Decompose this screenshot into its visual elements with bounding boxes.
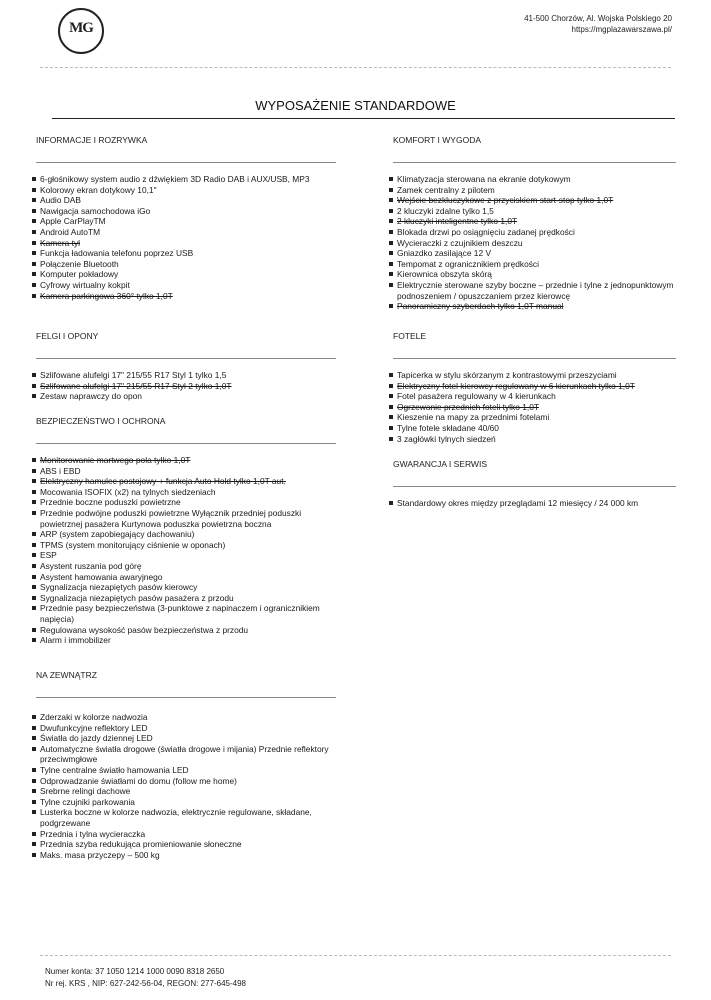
list-item-text: Cyfrowy wirtualny kokpit — [40, 279, 130, 290]
list-item — [32, 508, 330, 529]
list-item — [32, 269, 332, 280]
bank-account: Numer konta: 37 1050 1214 1000 0090 8318 2650 — [45, 967, 225, 976]
list-item-text: 6-głośnikowy system audio z dźwiękiem 3D Radio DAB i AUX/USB, MP3 — [40, 174, 310, 184]
list-safety — [32, 455, 330, 646]
section-divider — [393, 486, 676, 487]
list-item — [389, 391, 674, 402]
list-item-text: Kamera tył — [40, 237, 81, 248]
list-item — [32, 561, 330, 572]
list-item-text: 3 zagłówki tylnych siedzeń — [397, 433, 496, 444]
list-item — [389, 227, 674, 238]
list-item — [32, 280, 332, 291]
list-item-text: Ogrzewanie przednich foteli tylko 1,0T — [397, 401, 539, 412]
list-seats — [389, 370, 674, 444]
list-item — [32, 391, 332, 402]
list-item — [389, 269, 674, 280]
list-comfort — [389, 174, 674, 312]
logo-text: MG — [69, 20, 93, 36]
list-item-text: Przednie podwójne poduszki powietrzne Wyłącznik przedniej poduszki powietrznej pasażera Kurtynowa poduszka powietrzna boczna — [40, 507, 302, 529]
list-item-text: Elektrycznie sterowane szyby boczne – przednie i tylne z jednopunktowym podnoszeniem / opuszczaniem przez kierowcę — [397, 279, 674, 301]
header-divider — [40, 67, 671, 68]
list-item — [389, 370, 674, 381]
section-heading-seats: FOTELE — [393, 331, 427, 341]
list-item — [389, 216, 674, 227]
list-item — [32, 797, 332, 808]
list-item-text: Tempomat z ogranicznikiem prędkości — [397, 258, 539, 269]
section-heading-wheels: FELGI I OPONY — [36, 331, 99, 341]
list-item-text: Apple CarPlayTM — [40, 216, 106, 227]
list-item-text: Klimatyzacja sterowana na ekranie dotykowym — [397, 174, 571, 184]
list-item-text: Kieszenie na mapy za przednimi fotelami — [397, 412, 550, 423]
title-underline — [52, 118, 675, 119]
list-item — [32, 259, 332, 270]
list-item-text: Asystent hamowania awaryjnego — [40, 571, 163, 582]
list-item — [389, 238, 674, 249]
list-item — [32, 227, 332, 238]
list-item — [32, 487, 330, 498]
section-heading-comfort: KOMFORT I WYGODA — [393, 135, 481, 145]
list-item-text: Nawigacja samochodowa iGo — [40, 205, 151, 216]
list-item — [389, 195, 674, 206]
list-item-text: Połączenie Bluetooth — [40, 258, 119, 269]
list-item — [389, 301, 674, 312]
section-heading-exterior: NA ZEWNĄTRZ — [36, 670, 97, 680]
list-item — [389, 174, 674, 185]
list-item — [32, 206, 332, 217]
list-item-text: Regulowana wysokość pasów bezpieczeństwa z przodu — [40, 624, 249, 635]
list-item-text: Przednie boczne poduszki powietrzne — [40, 497, 181, 508]
list-item — [32, 540, 330, 551]
list-item — [32, 765, 332, 776]
list-item-text: Dwufunkcyjne reflektory LED — [40, 722, 148, 733]
list-item — [389, 381, 674, 392]
list-item-text: Blokada drzwi po osiągnięciu zadanej prędkości — [397, 226, 575, 237]
list-wheels — [32, 370, 332, 402]
list-item-text: Kolorowy ekran dotykowy 10,1" — [40, 184, 157, 195]
list-item — [32, 829, 332, 840]
list-item — [389, 280, 674, 301]
list-item — [32, 185, 332, 196]
list-item-text: Lusterka boczne w kolorze nadwozia, elektrycznie regulowane, składane, podgrzewane — [40, 807, 312, 828]
list-item-text: Tylne fotele składane 40/60 — [397, 422, 499, 433]
list-item — [32, 455, 330, 466]
section-divider — [36, 443, 336, 444]
list-item — [32, 625, 330, 636]
list-item-text: Funkcja ładowania telefonu poprzez USB — [40, 248, 194, 259]
list-item-text: Zderzaki w kolorze nadwozia — [40, 712, 148, 722]
list-item-text: Przednie pasy bezpieczeństwa (3-punktowe z napinaczem i ogranicznikiem napięcia) — [40, 603, 320, 624]
list-item-text: Światła do jazdy dziennej LED — [40, 733, 153, 744]
list-item-text: Kierownica obszyta skórą — [397, 269, 492, 280]
list-item — [32, 776, 332, 787]
list-item — [32, 238, 332, 249]
list-item-text: Maks. masa przyczepy – 500 kg — [40, 849, 160, 860]
footer — [45, 966, 246, 990]
list-item — [32, 572, 330, 583]
list-item-text: Panoramiczny szyberdach tylko 1,0T manual — [397, 301, 564, 312]
footer-divider — [40, 955, 671, 956]
list-item — [32, 476, 330, 487]
list-item-text: Gniazdko zasilające 12 V — [397, 248, 492, 259]
list-item-text: Zamek centralny z pilotem — [397, 184, 495, 195]
section-heading-warranty: GWARANCJA I SERWIS — [393, 459, 487, 469]
list-item-text: Srebrne relingi dachowe — [40, 786, 131, 797]
list-exterior — [32, 712, 332, 860]
list-item — [32, 786, 332, 797]
list-item — [32, 466, 330, 477]
list-item-text: ESP — [40, 550, 57, 561]
list-item — [389, 402, 674, 413]
list-item-text: TPMS (system monitorujący ciśnienie w oponach) — [40, 539, 226, 550]
list-item — [32, 850, 332, 861]
list-item-text: Elektryczny hamulec postojowy + funkcja Auto Hold tylko 1,0T aut. — [40, 476, 286, 487]
page-title: WYPOSAŻENIE STANDARDOWE — [255, 98, 456, 113]
list-item — [32, 529, 330, 540]
list-item — [32, 744, 332, 765]
list-item-text: Alarm i immobilizer — [40, 635, 111, 646]
list-item-text: Elektryczny fotel kierowcy regulowany w 6 kierunkach tylko 1,0T — [397, 380, 635, 391]
list-item-text: Zestaw naprawczy do opon — [40, 391, 142, 402]
list-item-text: ABS i EBD — [40, 465, 81, 476]
list-item-text: Szlifowane alufelgi 17" 215/55 R17 Styl 2 tylko 1,0T — [40, 380, 232, 391]
list-item-text: Odprowadzanie światłami do domu (follow me home) — [40, 775, 237, 786]
section-divider — [36, 697, 336, 698]
list-item-text: Wycieraczki z czujnikiem deszczu — [397, 237, 523, 248]
list-item — [32, 603, 330, 624]
list-item — [32, 174, 332, 185]
list-item-text: Komputer pokładowy — [40, 269, 119, 280]
list-item-text: Mocowania ISOFIX (x2) na tylnych siedzeniach — [40, 486, 216, 497]
list-warranty — [389, 498, 679, 509]
list-item — [389, 248, 674, 259]
section-heading-safety: BEZPIECZEŃSTWO I OCHRONA — [36, 416, 166, 426]
list-item — [389, 206, 674, 217]
list-item-text: Audio DAB — [40, 195, 81, 206]
list-item-text: Sygnalizacja niezapiętych pasów kierowcy — [40, 582, 198, 593]
list-item-text: Tylne czujniki parkowania — [40, 796, 135, 807]
list-info — [32, 174, 332, 301]
list-item-text: 2 kluczyki inteligentne tylko 1,0T — [397, 216, 518, 227]
list-item-text: Fotel pasażera regulowany w 4 kierunkach — [397, 391, 556, 402]
list-item-text: Sygnalizacja niezapiętych pasów pasażera z przodu — [40, 592, 234, 603]
list-item — [32, 291, 332, 302]
list-item — [389, 185, 674, 196]
list-item — [32, 550, 330, 561]
list-item — [389, 259, 674, 270]
list-item — [32, 370, 332, 381]
list-item — [32, 593, 330, 604]
list-item-text: Automatyczne światła drogowe (światła drogowe i mijania) Przednie reflektory przeciwmgłowe — [40, 743, 329, 765]
list-item-text: Standardowy okres między przeglądami 12 miesięcy / 24 000 km — [397, 498, 639, 508]
list-item — [389, 434, 674, 445]
list-item-text: Android AutoTM — [40, 226, 101, 237]
list-item — [32, 712, 332, 723]
list-item — [32, 582, 330, 593]
list-item-text: Monitorowanie martwego pola tylko 1,0T — [40, 455, 191, 465]
list-item — [389, 412, 674, 423]
list-item-text: Tylne centralne światło hamowania LED — [40, 764, 189, 775]
list-item — [389, 423, 674, 434]
list-item-text: ARP (system zapobiegający dachowaniu) — [40, 529, 195, 540]
list-item — [32, 839, 332, 850]
list-item-text: Kamera parkingowa 360° tylko 1,0T — [40, 290, 173, 301]
list-item-text: Tapicerka w stylu skórzanym z kontrastowymi przeszyciami — [397, 370, 617, 380]
mg-logo — [58, 8, 104, 54]
list-item-text: Przednia i tylna wycieraczka — [40, 828, 146, 839]
address-line: 41-500 Chorzów, Al. Wojska Polskiego 20 — [524, 14, 672, 23]
list-item — [389, 498, 679, 509]
list-item — [32, 381, 332, 392]
list-item — [32, 635, 330, 646]
website-link[interactable]: https://mgplazawarszawa.pl/ — [571, 25, 672, 34]
section-heading-info: INFORMACJE I ROZRYWKA — [36, 135, 148, 145]
section-divider — [393, 358, 676, 359]
list-item — [32, 216, 332, 227]
list-item — [32, 733, 332, 744]
list-item-text: Wejście bezkluczykowe z przyciskiem start-stop tylko 1,0T — [397, 195, 614, 206]
list-item-text: Szlifowane alufelgi 17" 215/55 R17 Styl 1 tylko 1,5 — [40, 370, 227, 380]
section-divider — [36, 358, 336, 359]
list-item-text: 2 kluczyki zdalne tylko 1,5 — [397, 205, 494, 216]
section-divider — [36, 162, 336, 163]
list-item — [32, 497, 330, 508]
section-divider — [393, 162, 676, 163]
dealer-address — [524, 13, 672, 35]
list-item-text: Asystent ruszania pod górę — [40, 560, 142, 571]
list-item-text: Przednia szyba redukująca promieniowanie słoneczne — [40, 839, 242, 850]
list-item — [32, 248, 332, 259]
registration-info: Nr rej. KRS , NIP: 627-242-56-04, REGON: 277-645-498 — [45, 979, 246, 988]
list-item — [32, 723, 332, 734]
list-item — [32, 195, 332, 206]
list-item — [32, 807, 332, 828]
